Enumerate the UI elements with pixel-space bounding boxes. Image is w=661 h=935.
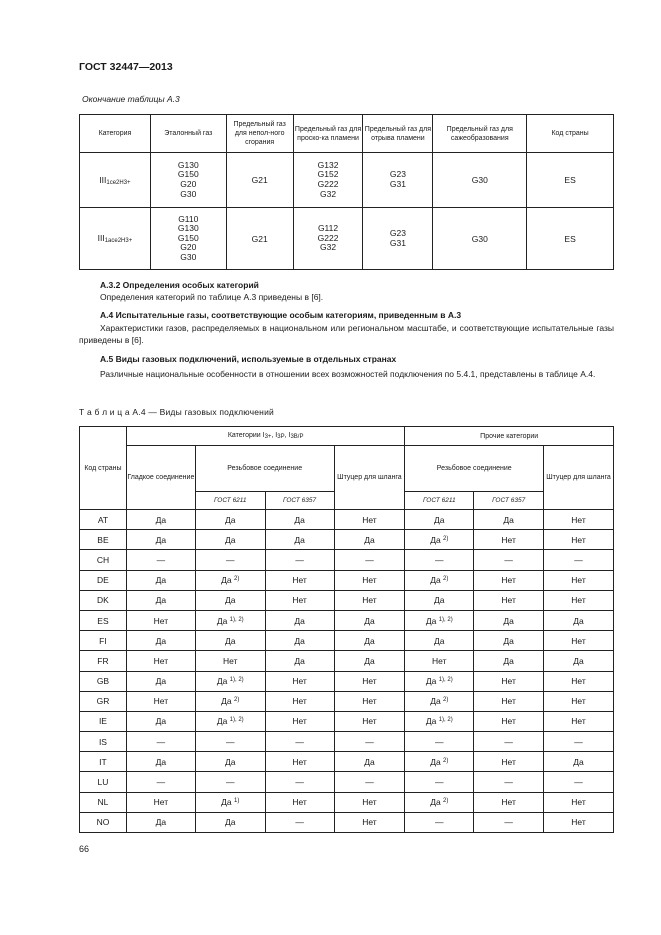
table-cell: Да $^{2)}$: [195, 570, 265, 590]
table-cell: Да: [195, 590, 265, 610]
ref-gas-cell: G110 G130 G150 G20 G30: [150, 208, 226, 270]
country-code-cell: BE: [80, 530, 127, 550]
table-cell: Да $^{2)}$: [405, 530, 474, 550]
table-cell: Да $^{1), 2)}$: [405, 610, 474, 630]
gost-6357-header: ГОСТ 6357: [265, 492, 334, 510]
country-code-header: Код страны: [80, 427, 127, 510]
col-header: Предельный газ для сажеобразования: [433, 115, 527, 153]
table-cell: Да: [126, 752, 195, 772]
table-row: [80, 610, 614, 630]
country-code-cell: NL: [80, 792, 127, 812]
table-cell: Да: [265, 510, 334, 530]
table-cell: Да: [126, 631, 195, 651]
table-cell: Да: [265, 651, 334, 671]
section-a32-text: Определения категорий по таблице А.3 приведены в [6].: [100, 292, 324, 302]
flashback-gas-cell: G112 G222 G32: [293, 208, 363, 270]
country-code-cell: CH: [80, 550, 127, 570]
footnote-marker: 1), 2): [229, 677, 244, 684]
table-cell: Нет: [474, 590, 544, 610]
table-cell: Нет: [126, 792, 195, 812]
table-cell: Нет: [126, 610, 195, 630]
table-cell: Да $^{2)}$: [405, 792, 474, 812]
table-cell: —: [334, 732, 405, 752]
incomplete-gas-cell: G21: [226, 153, 293, 208]
footnote-marker: 1), 2): [229, 616, 244, 623]
table-cell: Да $^{1), 2)}$: [195, 671, 265, 691]
table-cell: Да $^{1), 2)}$: [405, 671, 474, 691]
footnote-marker: 1), 2): [438, 616, 453, 623]
country-code-cell: ES: [80, 610, 127, 630]
country-code-cell: IS: [80, 732, 127, 752]
col-header: Предельный газ для непол-ного сгорания: [226, 115, 293, 153]
table-cell: Нет: [544, 711, 614, 731]
section-a4-text: Характеристики газов, распределяемых в национальном или региональном масштабе, и соответствующие испытательные газы приведены в [6].: [79, 323, 614, 345]
footnote-marker: 1): [234, 798, 240, 805]
footnote-marker: 2): [234, 576, 240, 583]
table-cell: Нет: [126, 651, 195, 671]
table-cell: Да: [544, 651, 614, 671]
table-row: [80, 153, 614, 208]
table-cell: Нет: [334, 792, 405, 812]
table-cell: —: [334, 772, 405, 792]
table-cell: Да: [195, 812, 265, 832]
table-cell: —: [474, 550, 544, 570]
table-cell: Нет: [265, 570, 334, 590]
table-row: [80, 590, 614, 610]
table-a3-caption: Окончание таблицы А.3: [82, 94, 180, 104]
table-row: [80, 671, 614, 691]
country-code-cell: DK: [80, 590, 127, 610]
table-a4: [79, 426, 614, 833]
table-cell: Нет: [544, 671, 614, 691]
country-code-cell: FR: [80, 651, 127, 671]
table-cell: Нет: [544, 792, 614, 812]
table-cell: Нет: [334, 691, 405, 711]
table-cell: Нет: [334, 570, 405, 590]
footnote-marker: 1), 2): [229, 717, 244, 724]
table-row: [80, 732, 614, 752]
footnote-marker: 2): [443, 576, 449, 583]
table-cell: Нет: [265, 752, 334, 772]
table-row: [80, 752, 614, 772]
soot-gas-cell: G30: [433, 153, 527, 208]
section-a5-text: Различные национальные особенности в отношении всех возможностей подключения по 5.4.1, представлены в таблице А.4.: [100, 369, 596, 379]
country-code-cell: ES: [527, 153, 614, 208]
table-cell: Да $^{1)}$: [195, 792, 265, 812]
table-cell: Да: [265, 530, 334, 550]
table-cell: Нет: [126, 691, 195, 711]
table-cell: Нет: [474, 570, 544, 590]
table-cell: —: [474, 772, 544, 792]
table-cell: —: [405, 550, 474, 570]
table-cell: —: [195, 732, 265, 752]
table-cell: —: [405, 812, 474, 832]
table-row: [80, 792, 614, 812]
country-code-cell: AT: [80, 510, 127, 530]
table-cell: —: [265, 772, 334, 792]
other-categories-header: Прочие категории: [405, 427, 614, 446]
footnote-marker: 2): [443, 757, 449, 764]
table-row: [80, 570, 614, 590]
table-cell: —: [265, 732, 334, 752]
table-cell: Нет: [544, 590, 614, 610]
table-row: [80, 530, 614, 550]
table-a3-header-row: [80, 115, 614, 153]
section-a4-title: А.4 Испытательные газы, соответствующие особым категориям, приведенным в А.3: [100, 310, 462, 320]
col-header: Категория: [80, 115, 151, 153]
table-row: [80, 772, 614, 792]
footnote-marker: 1), 2): [438, 717, 453, 724]
table-cell: Да: [474, 610, 544, 630]
country-code-cell: FI: [80, 631, 127, 651]
table-cell: —: [195, 550, 265, 570]
table-cell: Да: [334, 651, 405, 671]
table-cell: Да: [126, 530, 195, 550]
table-cell: Да: [126, 812, 195, 832]
table-cell: —: [474, 732, 544, 752]
table-cell: Да: [405, 590, 474, 610]
table-row: [80, 510, 614, 530]
table-cell: Нет: [334, 590, 405, 610]
threaded-connection-header: Резьбовое соединение: [405, 446, 544, 492]
table-cell: —: [265, 550, 334, 570]
table-cell: Да: [334, 631, 405, 651]
table-cell: Да $^{2)}$: [405, 691, 474, 711]
country-code-cell: NO: [80, 812, 127, 832]
hose-fitting-header: Штуцер для шланга: [544, 446, 614, 510]
gost-6357-header: ГОСТ 6357: [474, 492, 544, 510]
section-a5-title: А.5 Виды газовых подключений, используемые в отдельных странах: [100, 354, 397, 364]
smooth-connection-header: Гладкое соединение: [126, 446, 195, 510]
table-cell: Да: [195, 631, 265, 651]
table-a4-header-row: [80, 427, 614, 446]
table-cell: —: [126, 550, 195, 570]
table-a3: [79, 114, 614, 270]
table-cell: Да: [474, 631, 544, 651]
liftoff-gas-cell: G23 G31: [363, 153, 433, 208]
table-cell: Да: [126, 590, 195, 610]
table-row: [80, 208, 614, 270]
gost-6211-header: ГОСТ 6211: [195, 492, 265, 510]
table-cell: Нет: [474, 792, 544, 812]
table-row: [80, 691, 614, 711]
table-cell: Да: [405, 510, 474, 530]
document-header: ГОСТ 32447—2013: [79, 61, 173, 73]
country-code-cell: GB: [80, 671, 127, 691]
footnote-marker: 2): [443, 697, 449, 704]
table-cell: —: [265, 812, 334, 832]
table-cell: Да: [334, 752, 405, 772]
table-cell: Нет: [334, 711, 405, 731]
table-cell: —: [405, 732, 474, 752]
table-cell: Да: [334, 530, 405, 550]
table-row: [80, 550, 614, 570]
table-row: [80, 812, 614, 832]
table-cell: Да: [405, 631, 474, 651]
page-number: 66: [79, 844, 90, 854]
liftoff-gas-cell: G23 G31: [363, 208, 433, 270]
table-row: [80, 651, 614, 671]
table-cell: Нет: [265, 691, 334, 711]
table-cell: Да: [265, 631, 334, 651]
table-cell: Нет: [544, 510, 614, 530]
hose-fitting-header: Штуцер для шланга: [334, 446, 405, 510]
table-cell: Да: [126, 510, 195, 530]
table-cell: —: [544, 732, 614, 752]
country-code-cell: GR: [80, 691, 127, 711]
section-a32-title: А.3.2 Определения особых категорий: [100, 280, 259, 290]
table-cell: Да: [126, 711, 195, 731]
table-a4-caption: Т а б л и ц а А.4 — Виды газовых подключений: [79, 407, 274, 417]
col-header: Предельный газ для отрыва пламени: [363, 115, 433, 153]
table-cell: —: [126, 732, 195, 752]
table-cell: —: [474, 812, 544, 832]
flashback-gas-cell: G132 G152 G222 G32: [293, 153, 363, 208]
table-cell: —: [405, 772, 474, 792]
table-cell: Да: [126, 570, 195, 590]
table-cell: Нет: [405, 651, 474, 671]
table-cell: —: [544, 550, 614, 570]
table-cell: Да $^{2)}$: [405, 752, 474, 772]
country-code-cell: DE: [80, 570, 127, 590]
table-cell: Нет: [544, 691, 614, 711]
table-cell: Нет: [265, 792, 334, 812]
table-cell: Да $^{2)}$: [195, 691, 265, 711]
col-header: Эталонный газ: [150, 115, 226, 153]
table-cell: Да: [265, 610, 334, 630]
table-cell: Нет: [334, 510, 405, 530]
table-cell: —: [544, 772, 614, 792]
table-cell: Да: [544, 610, 614, 630]
footnote-marker: 2): [234, 697, 240, 704]
category-cell: $III_{1ace2H3+}$: [80, 208, 151, 270]
table-cell: Да: [474, 510, 544, 530]
footnote-marker: 1), 2): [438, 677, 453, 684]
table-cell: Да: [195, 510, 265, 530]
gost-6211-header: ГОСТ 6211: [405, 492, 474, 510]
col-header: Предельный газ для проско-ка пламени: [293, 115, 363, 153]
table-cell: —: [195, 772, 265, 792]
table-cell: Да: [195, 752, 265, 772]
incomplete-gas-cell: G21: [226, 208, 293, 270]
table-cell: Нет: [544, 570, 614, 590]
country-code-cell: ES: [527, 208, 614, 270]
category-cell: $III_{1ce2H3+}$: [80, 153, 151, 208]
table-row: [80, 631, 614, 651]
table-cell: Нет: [544, 631, 614, 651]
footnote-marker: 2): [443, 798, 449, 805]
country-code-cell: IE: [80, 711, 127, 731]
table-cell: Нет: [195, 651, 265, 671]
table-cell: Нет: [474, 691, 544, 711]
footnote-marker: 2): [443, 535, 449, 542]
table-row: [80, 711, 614, 731]
table-cell: Да: [474, 651, 544, 671]
threaded-connection-header: Резьбовое соединение: [195, 446, 334, 492]
table-cell: Нет: [265, 711, 334, 731]
table-cell: Нет: [544, 530, 614, 550]
table-cell: Да $^{1), 2)}$: [405, 711, 474, 731]
table-cell: Да: [126, 671, 195, 691]
table-cell: —: [126, 772, 195, 792]
table-a4-body: [80, 510, 614, 833]
table-cell: Нет: [334, 671, 405, 691]
table-cell: Да: [334, 610, 405, 630]
table-cell: Да $^{1), 2)}$: [195, 610, 265, 630]
soot-gas-cell: G30: [433, 208, 527, 270]
categories-header: Категории $I_{3+}$, $I_{3P}$, $I_{3B/P}$: [126, 427, 404, 446]
country-code-cell: LU: [80, 772, 127, 792]
table-cell: Нет: [334, 812, 405, 832]
table-cell: Нет: [265, 590, 334, 610]
table-cell: Нет: [474, 711, 544, 731]
table-cell: Нет: [544, 812, 614, 832]
ref-gas-cell: G130 G150 G20 G30: [150, 153, 226, 208]
table-cell: Да $^{2)}$: [405, 570, 474, 590]
table-a4-header-row: [80, 446, 614, 492]
table-cell: Да: [195, 530, 265, 550]
table-cell: Нет: [265, 671, 334, 691]
country-code-cell: IT: [80, 752, 127, 772]
table-cell: Нет: [474, 752, 544, 772]
table-cell: Да $^{1), 2)}$: [195, 711, 265, 731]
table-cell: Нет: [474, 671, 544, 691]
table-cell: Нет: [474, 530, 544, 550]
table-cell: Да: [544, 752, 614, 772]
table-cell: —: [334, 550, 405, 570]
col-header: Код страны: [527, 115, 614, 153]
